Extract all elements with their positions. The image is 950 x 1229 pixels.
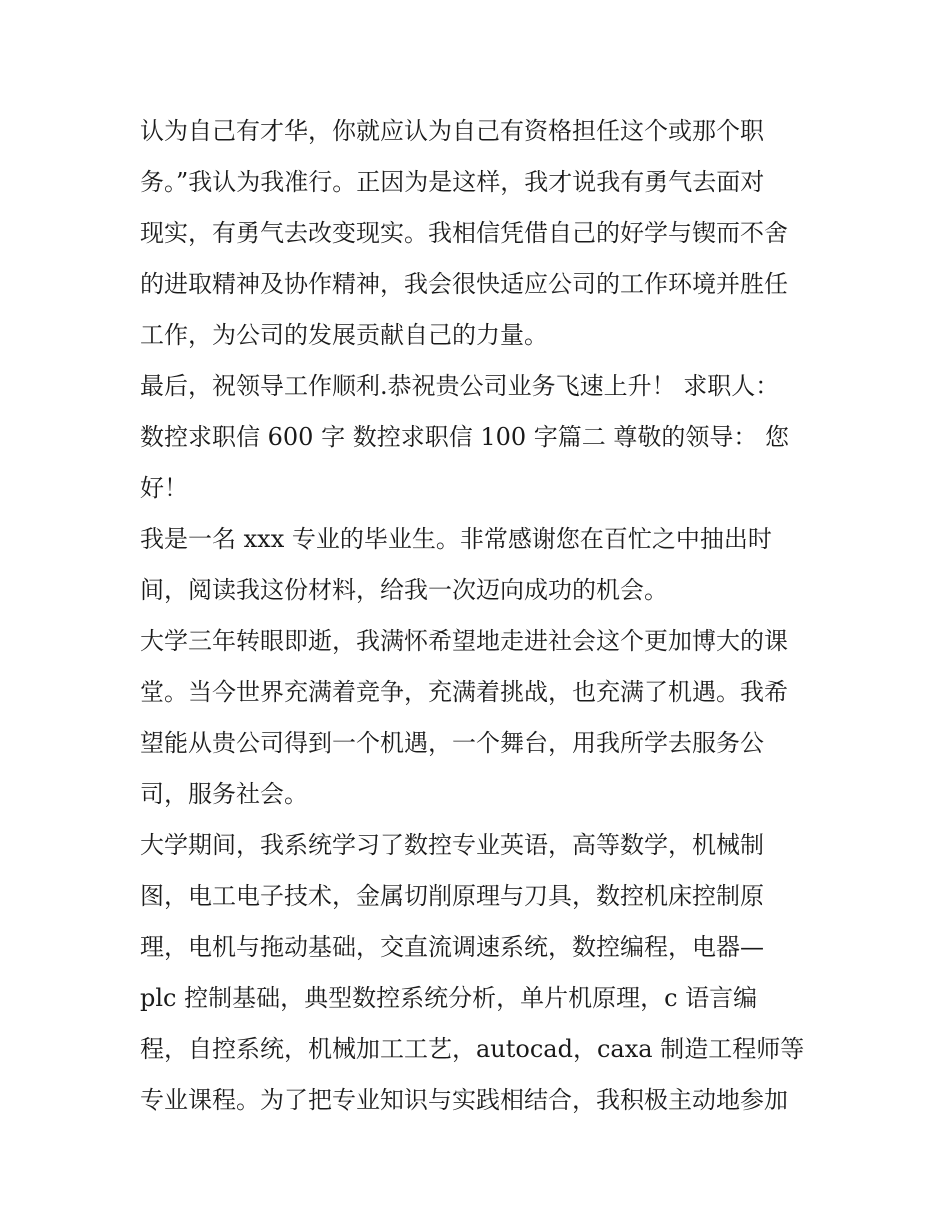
text-line: 专业课程。为了把专业知识与实践相结合，我积极主动地参加 xyxy=(140,1086,788,1114)
text-line: 司，服务社会。 xyxy=(140,780,308,808)
text-line: 我是一名 xxx 专业的毕业生。非常感谢您在百忙之中抽出时 xyxy=(140,525,772,553)
text-line: 望能从贵公司得到一个机遇，一个舞台，用我所学去服务公 xyxy=(140,729,764,757)
text-line: 数控求职信 600 字 数控求职信 100 字篇二 尊敬的领导： 您 xyxy=(140,423,790,451)
text-line: 大学三年转眼即逝，我满怀希望地走进社会这个更加博大的课 xyxy=(140,627,788,655)
text-line: 最后，祝领导工作顺利.恭祝贵公司业务飞速上升！ 求职人： xyxy=(140,372,780,400)
text-line: 理，电机与拖动基础，交直流调速系统，数控编程，电器— xyxy=(140,933,764,961)
text-line: 大学期间，我系统学习了数控专业英语，高等数学，机械制 xyxy=(140,831,764,859)
text-line: 认为自己有才华，你就应认为自己有资格担任这个或那个职 xyxy=(140,117,764,145)
text-line: 间，阅读我这份材料，给我一次迈向成功的机会。 xyxy=(140,576,668,604)
text-line: 图，电工电子技术，金属切削原理与刀具，数控机床控制原 xyxy=(140,882,764,910)
text-line: 程，自控系统，机械加工工艺，autocad，caxa 制造工程师等 xyxy=(140,1035,805,1063)
document-body xyxy=(140,106,820,1126)
text-line: 的进取精神及协作精神，我会很快适应公司的工作环境并胜任 xyxy=(140,270,788,298)
text-line: plc 控制基础，典型数控系统分析，单片机原理，c 语言编 xyxy=(140,984,758,1012)
text-line: 好！ xyxy=(140,474,188,502)
text-line: 工作，为公司的发展贡献自己的力量。 xyxy=(140,321,548,349)
text-line: 现实，有勇气去改变现实。我相信凭借自己的好学与锲而不舍 xyxy=(140,219,788,247)
text-line: 务。”我认为我准行。正因为是这样，我才说我有勇气去面对 xyxy=(140,168,765,196)
text-line: 堂。当今世界充满着竞争，充满着挑战，也充满了机遇。我希 xyxy=(140,678,788,706)
